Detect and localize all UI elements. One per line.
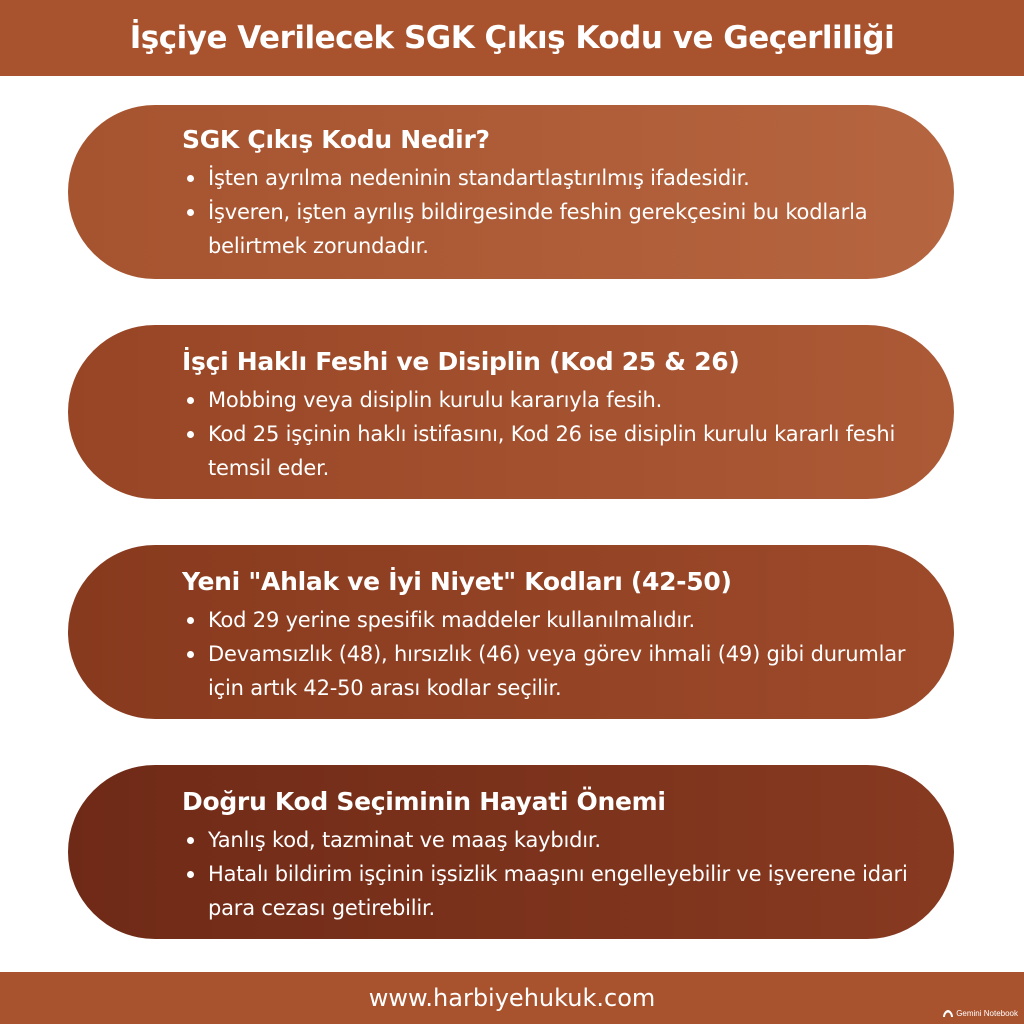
notebook-logo-icon: [943, 1010, 953, 1017]
bullet-list: [182, 383, 914, 485]
bullet-item: Mobbing veya disiplin kurulu kararıyla fesih.: [182, 383, 914, 417]
info-card-dogru-kod: [68, 765, 954, 939]
title-banner: [0, 0, 1024, 76]
footer-banner: [0, 972, 1024, 1024]
bullet-item: Yanlış kod, tazminat ve maaş kaybıdır.: [182, 823, 914, 857]
bullet-list: [182, 603, 914, 705]
watermark-label: Gemini Notebook: [956, 1009, 1018, 1018]
info-card-sgk-cikis-kodu: [68, 105, 954, 279]
info-card-ahlak-iyi-niyet: [68, 545, 954, 719]
bullet-item: İşveren, işten ayrılış bildirgesinde feshin gerekçesini bu kodlarla belirtmek zorundadır.: [182, 195, 914, 263]
bullet-item: Kod 25 işçinin haklı istifasını, Kod 26 ise disiplin kurulu kararlı feshi temsil eder.: [182, 417, 914, 485]
bullet-item: Kod 29 yerine spesifik maddeler kullanılmalıdır.: [182, 603, 914, 637]
card-title: SGK Çıkış Kodu Nedir?: [182, 125, 490, 154]
card-title: Yeni "Ahlak ve İyi Niyet" Kodları (42-50): [182, 567, 732, 596]
bullet-item: Devamsızlık (48), hırsızlık (46) veya görev ihmali (49) gibi durumlar için artık 42-50 arası kodlar seçilir.: [182, 637, 914, 705]
bullet-list: [182, 823, 914, 925]
website-link[interactable]: www.harbiyehukuk.com: [368, 984, 656, 1012]
bullet-item: Hatalı bildirim işçinin işsizlik maaşını engelleyebilir ve işverene idari para cezası getirebilir.: [182, 857, 914, 925]
bullet-item: İşten ayrılma nedeninin standartlaştırılmış ifadesidir.: [182, 161, 914, 195]
page-title: İşçiye Verilecek SGK Çıkış Kodu ve Geçerliliği: [129, 20, 895, 56]
card-title: İşçi Haklı Feshi ve Disiplin (Kod 25 & 26): [182, 347, 740, 376]
bullet-list: [182, 161, 914, 263]
info-card-hakli-fesih: [68, 325, 954, 499]
watermark: [943, 1009, 1018, 1018]
card-title: Doğru Kod Seçiminin Hayati Önemi: [182, 787, 666, 816]
